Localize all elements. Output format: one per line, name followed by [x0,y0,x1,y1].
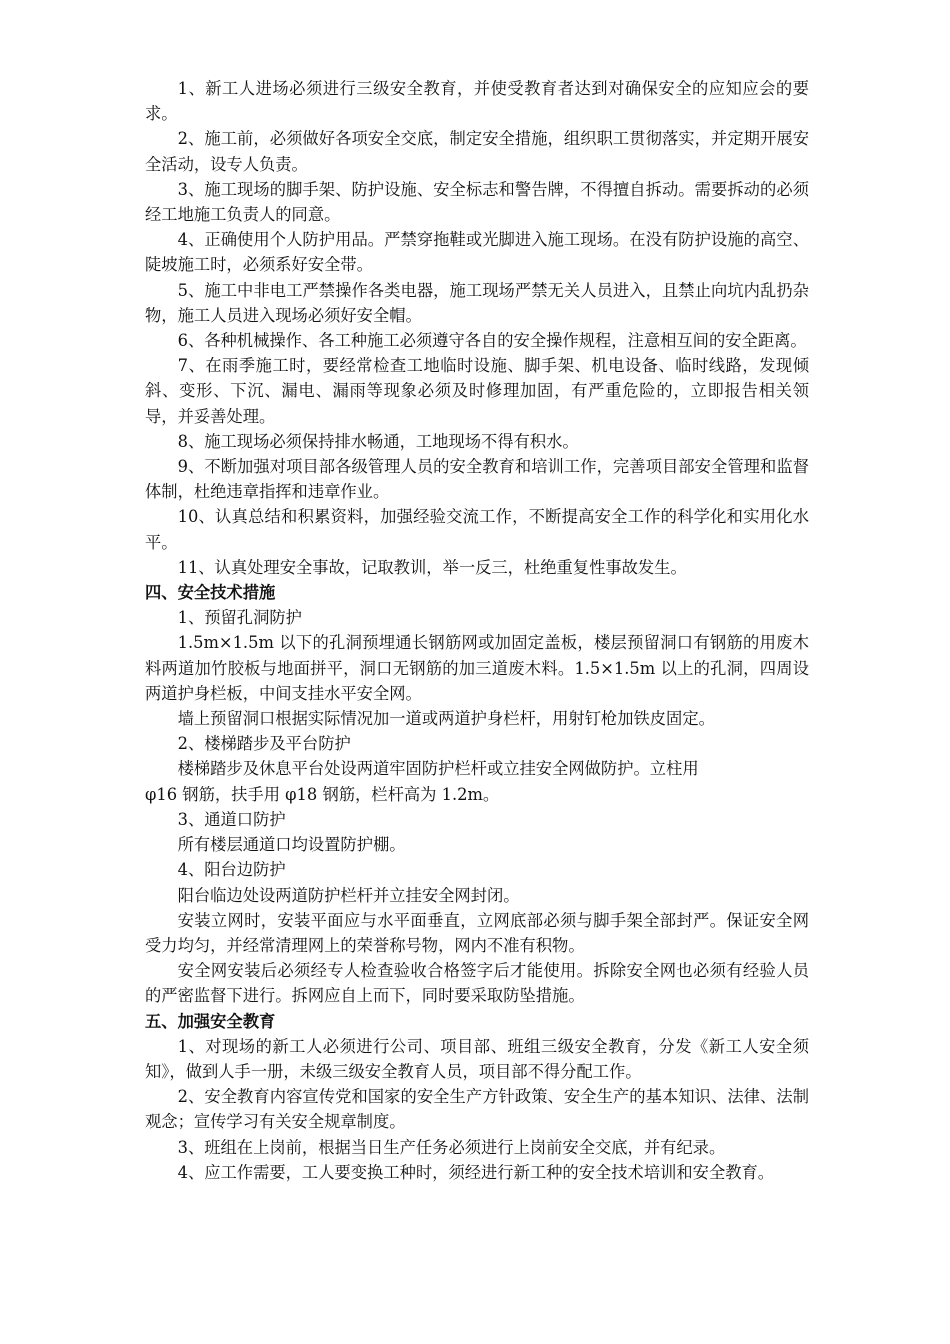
paragraph-wall-openings: 墙上预留洞口根据实际情况加一道或两道护身栏杆，用射钉枪加铁皮固定。 [177,709,715,729]
paragraph-balcony-protection: 阳台临边处设两道防护栏杆并立挂安全网封闭。 [177,885,520,905]
section-heading-safety-education: 五、加强安全教育 [145,1011,276,1031]
safety-rule-5: 5、施工中非电工严禁操作各类电器，施工现场严禁无关人员进入，且禁止向坑内乱扔杂物，施工人员进入现场必须好安全帽。 [145,280,809,325]
section-heading-technical-measures: 四、安全技术措施 [145,583,276,603]
education-item-1: 1、对现场的新工人必须进行公司、项目部、班组三级安全教育，分发《新工人安全须知》，做到人手一册，未级三级安全教育人员，项目部不得分配工作。 [145,1036,809,1081]
subsection-title-passage-protection: 3、通道口防护 [177,809,286,829]
safety-rule-6: 6、各种机械操作、各工种施工必须遵守各自的安全操作规程，注意相互间的安全距离。 [177,331,807,351]
safety-rule-8: 8、施工现场必须保持排水畅通，工地现场不得有积水。 [177,431,579,451]
safety-rule-10: 10、认真总结和积累资料，加强经验交流工作，不断提高安全工作的科学化和实用化水平。 [145,507,809,552]
safety-rule-2: 2、施工前，必须做好各项安全交底，制定安全措施，组织职工贯彻落实，并定期开展安全活动，设专人负责。 [145,129,809,174]
paragraph-passage-protection: 所有楼层通道口均设置防护棚。 [177,835,406,855]
subsection-title-stair-protection: 2、楼梯踏步及平台防护 [177,734,351,754]
education-item-2: 2、安全教育内容宣传党和国家的安全生产方针政策、安全生产的基本知识、法律、法制观念；宣传学习有关安全规章制度。 [145,1087,809,1132]
safety-rule-3: 3、施工现场的脚手架、防护设施、安全标志和警告牌，不得擅自拆动。需要拆动的必须经工地施工负责人的同意。 [145,179,809,225]
paragraph-net-inspection: 安全网安装后必须经专人检查验收合格签字后才能使用。拆除安全网也必须有经验人员的严密监督下进行。拆网应自上而下，同时要采取防坠措施。 [145,961,809,1006]
safety-rule-7: 7、在雨季施工时，要经常检查工地临时设施、脚手架、机电设备、临时线路，发现倾斜、变形、下沉、漏电、漏雨等现象必须及时修理加固，有严重危险的，立即报告相关领导，并妥善处理。 [145,356,809,426]
paragraph-hole-protection: 1.5m×1.5m 以下的孔洞预埋通长钢筋网或加固定盖板，楼层预留洞口有钢筋的用废木料两道加竹胶板与地面拼平，洞口无钢筋的加三道废木料。1.5×1.5m 以上的孔洞，四周设两道护身栏板，中间支挂水平安全网。 [145,633,809,703]
paragraph-stair-protection: 楼梯踏步及休息平台处设两道牢固防护栏杆或立挂安全网做防护。立柱用 [177,759,699,779]
safety-rule-9: 9、不断加强对项目部各级管理人员的安全教育和培训工作，完善项目部安全管理和监督体制，杜绝违章指挥和违章作业。 [145,457,809,502]
safety-rule-1: 1、新工人进场必须进行三级安全教育，并使受教育者达到对确保安全的应知应会的要求。 [145,79,809,124]
education-item-4: 4、应工作需要，工人要变换工种时，须经进行新工种的安全技术培训和安全教育。 [177,1162,775,1182]
document-page [145,76,809,1185]
paragraph-net-installation: 安装立网时，安装平面应与水平面垂直，立网底部必须与脚手架全部封严。保证安全网受力均匀，并经常清理网上的荣誉称号物，网内不准有积物。 [145,910,809,955]
subsection-title-hole-protection: 1、预留孔洞防护 [177,608,302,628]
safety-rule-4: 4、正确使用个人防护用品。严禁穿拖鞋或光脚进入施工现场。在没有防护设施的高空、陡坡施工时，必须系好安全带。 [145,230,809,275]
education-item-3: 3、班组在上岗前，根据当日生产任务必须进行上岗前安全交底，并有纪录。 [177,1137,726,1157]
safety-rule-11: 11、认真处理安全事故，记取教训，举一反三，杜绝重复性事故发生。 [177,557,687,577]
subsection-title-balcony-protection: 4、阳台边防护 [177,860,286,880]
paragraph-stair-rebar: φ16 钢筋，扶手用 φ18 钢筋，栏杆高为 1.2m。 [145,784,500,804]
